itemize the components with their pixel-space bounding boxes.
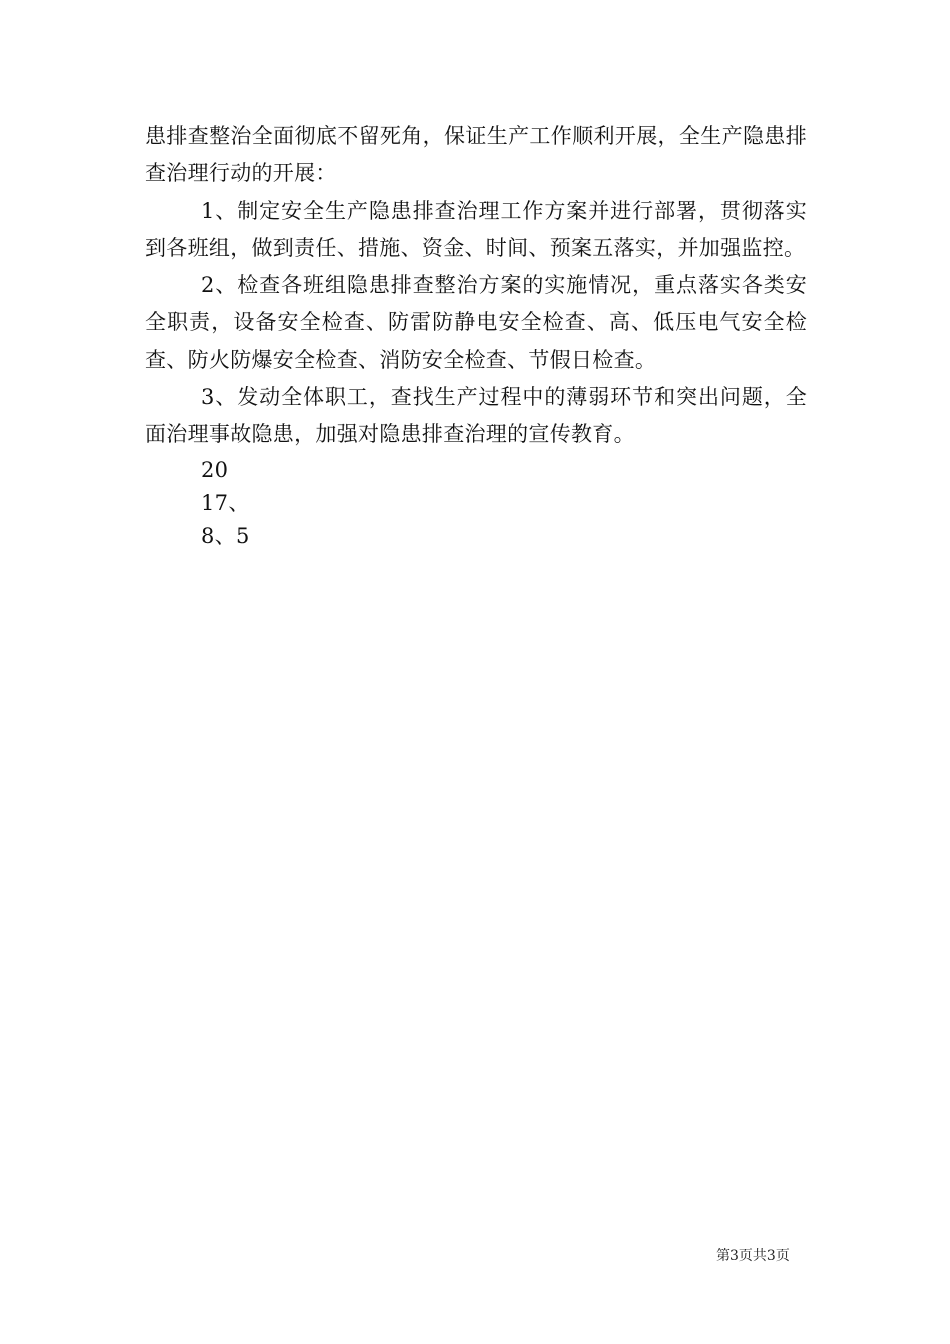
paragraph-continuation: 患排查整治全面彻底不留死角，保证生产工作顺利开展，全生产隐患排查治理行动的开展： (145, 124, 807, 186)
date-fragment-month-day: 8、5 (201, 523, 250, 548)
date-fragment-year-2: 17、 (201, 490, 250, 515)
paragraph-item-2: 2、检查各班组隐患排查整治方案的实施情况，重点落实各类安全职责，设备安全检查、防雷防静电安全检查、高、低压电气安全检查、防火防爆安全检查、消防安全检查、节假日检查。 (145, 273, 807, 372)
page-number-footer: 第3页共3页 (716, 1248, 790, 1264)
paragraph-item-3: 3、发动全体职工，查找生产过程中的薄弱环节和突出问题，全面治理事故隐患，加强对隐患排查治理的宣传教育。 (145, 385, 807, 447)
paragraph-item-1: 1、制定安全生产隐患排查治理工作方案并进行部署，贯彻落实到各班组，做到责任、措施、资金、时间、预案五落实，并加强监控。 (145, 198, 807, 260)
document-body (145, 118, 807, 553)
date-fragment-year-1: 20 (201, 457, 229, 482)
